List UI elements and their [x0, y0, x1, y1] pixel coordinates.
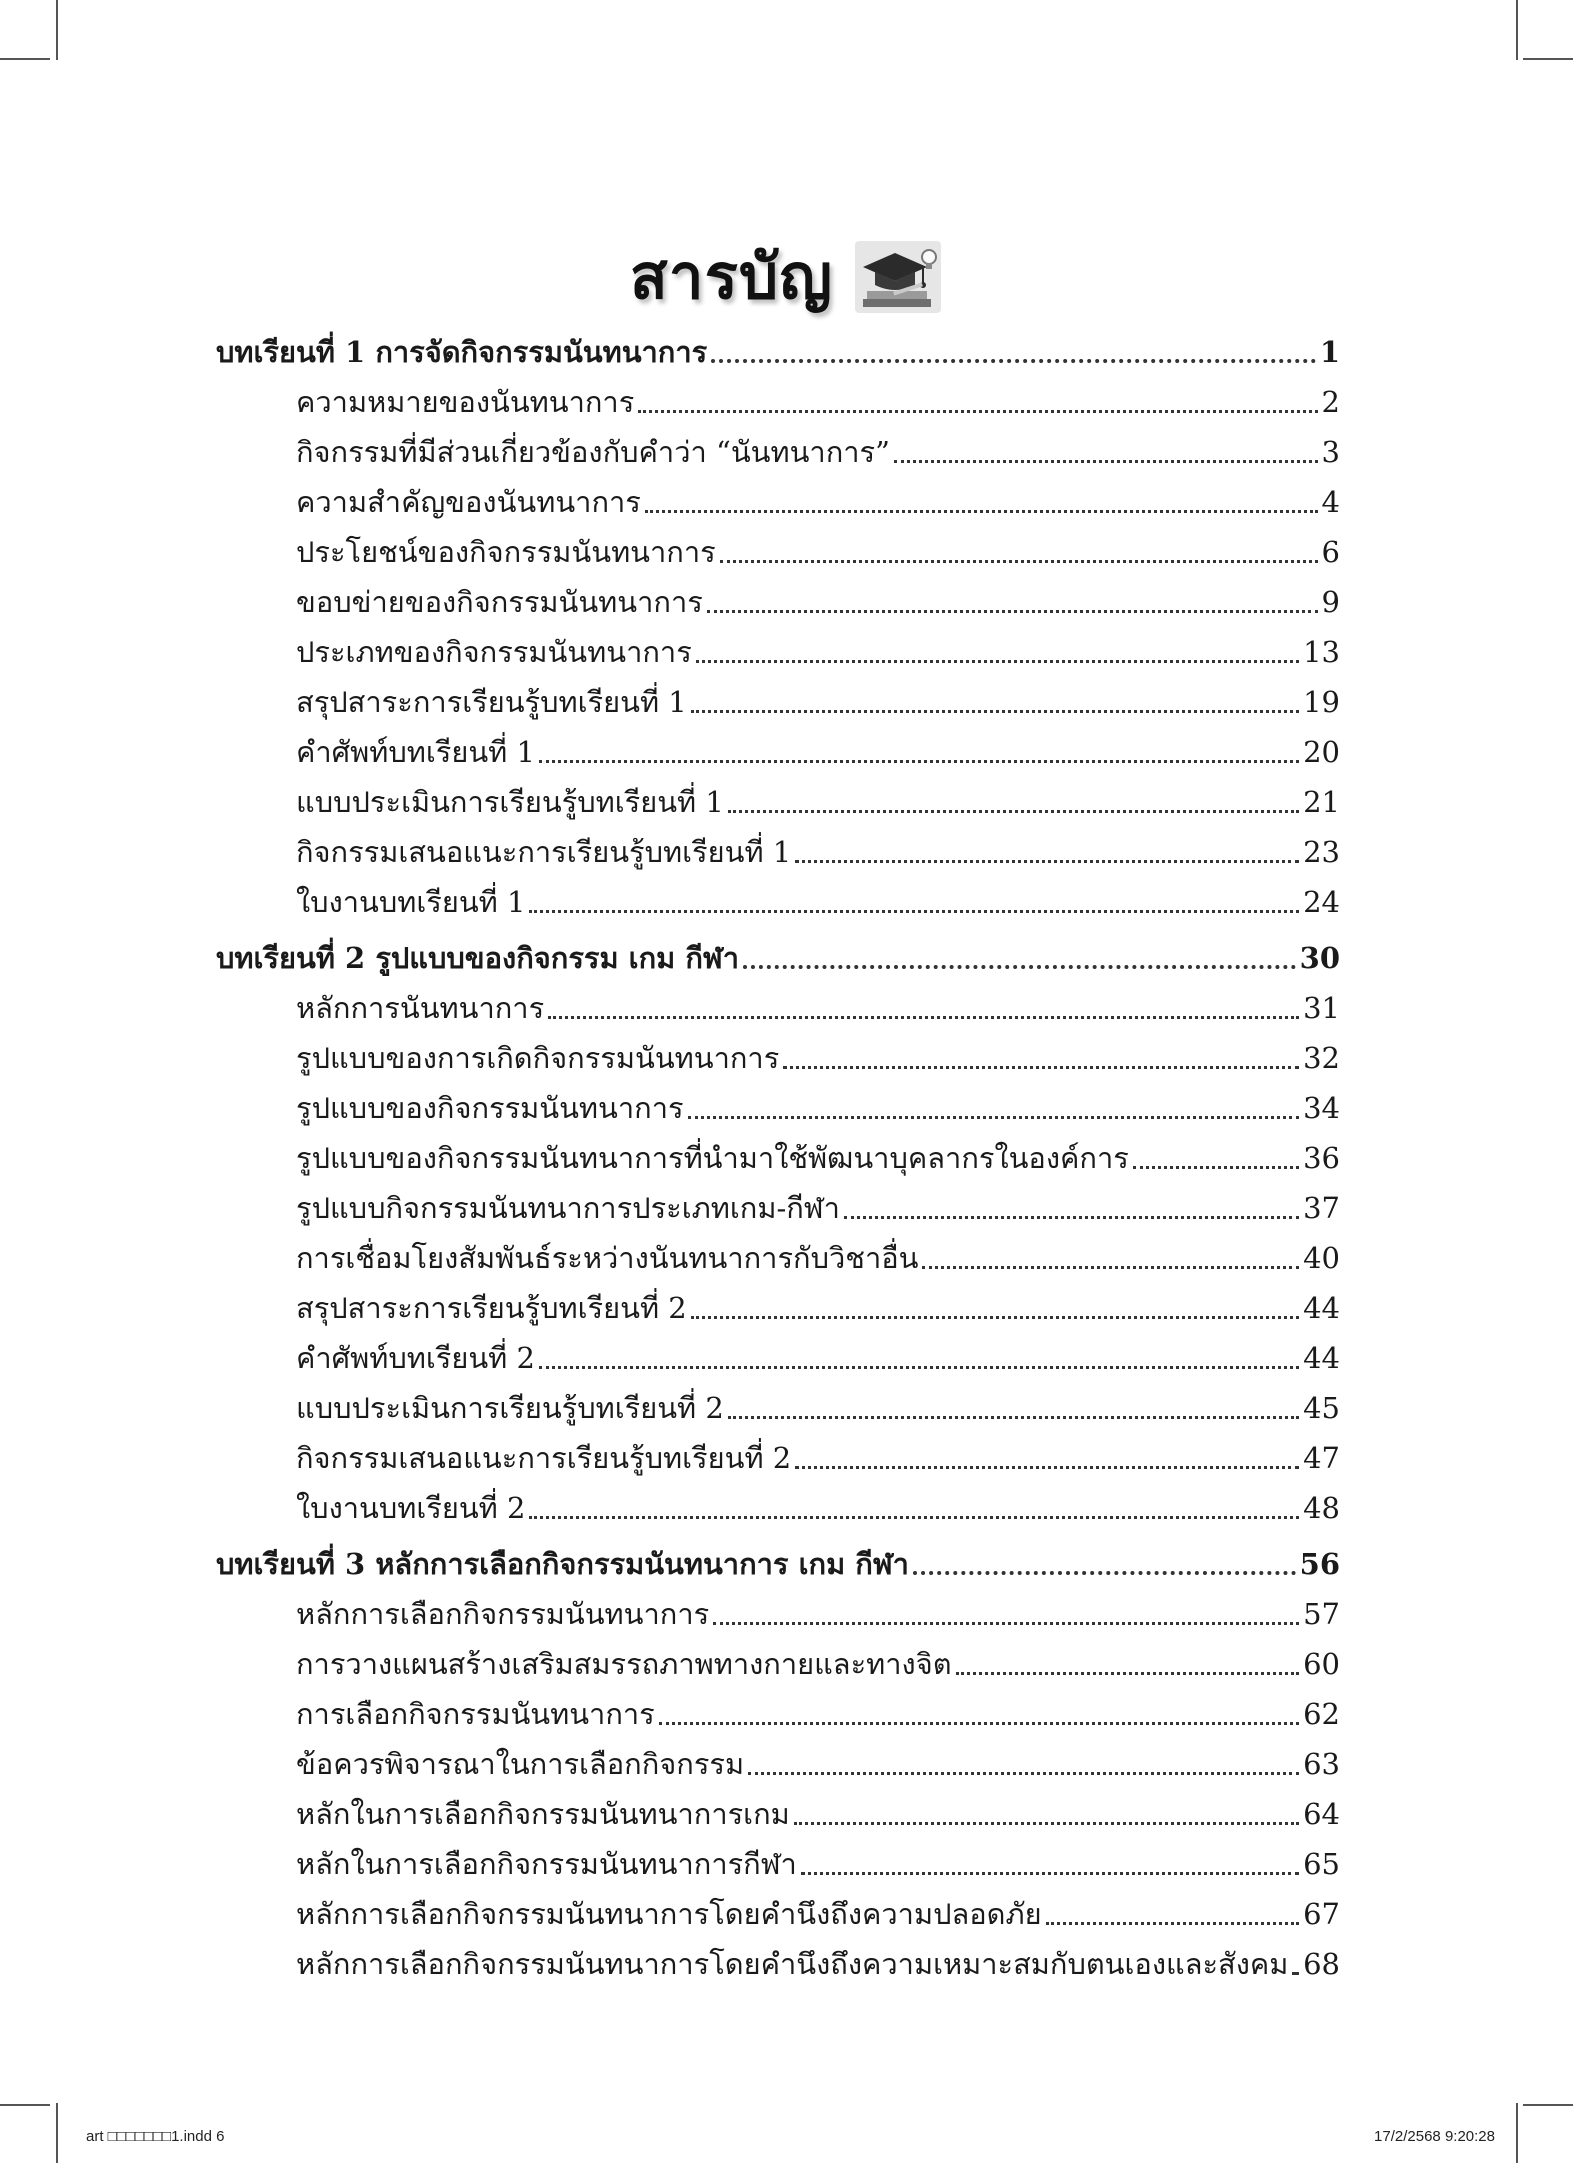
dot-leader [539, 760, 1299, 763]
page-number: 9 [1321, 585, 1340, 619]
toc-entry[interactable] [216, 1684, 1340, 1734]
toc-entry[interactable] [216, 572, 1340, 622]
dot-leader [795, 860, 1299, 863]
toc-entry[interactable] [216, 1178, 1340, 1228]
entry-title: หลักในการเลือกกิจกรรมนันทนาการเกม [296, 1797, 790, 1831]
dot-leader [548, 1016, 1299, 1019]
crop-mark [1523, 58, 1573, 60]
toc-entry[interactable] [216, 1428, 1340, 1478]
toc-entry[interactable] [216, 1028, 1340, 1078]
toc-entry[interactable] [216, 522, 1340, 572]
page-number: 60 [1303, 1647, 1340, 1681]
crop-mark [1516, 2103, 1518, 2163]
page-number: 47 [1303, 1441, 1340, 1475]
dot-leader [696, 660, 1299, 663]
dot-leader [728, 810, 1299, 813]
toc-entry[interactable] [216, 1478, 1340, 1528]
page-number: 24 [1303, 885, 1340, 919]
page-number: 63 [1303, 1747, 1340, 1781]
toc-chapter-2[interactable] [216, 928, 1340, 978]
page-title: สารบัญ [629, 240, 834, 313]
entry-title: หลักการเลือกกิจกรรมนันทนาการโดยคำนึงถึงความปลอดภัย [296, 1897, 1042, 1931]
page-number: 2 [1321, 385, 1340, 419]
entry-title: สรุปสาระการเรียนรู้บทเรียนที่ 2 [296, 1291, 687, 1325]
dot-leader [713, 1622, 1299, 1625]
crop-mark [1523, 2104, 1573, 2106]
toc-entry[interactable] [216, 1128, 1340, 1178]
entry-title: กิจกรรมเสนอแนะการเรียนรู้บทเรียนที่ 1 [296, 835, 792, 869]
page-number: 65 [1303, 1847, 1340, 1881]
toc-entry[interactable] [216, 1584, 1340, 1634]
page-number: 32 [1303, 1041, 1340, 1075]
footer-timestamp: 17/2/2568 9:20:28 [1374, 2128, 1495, 2145]
page-number: 3 [1321, 435, 1340, 469]
crop-mark [0, 58, 50, 60]
entry-title: หลักการเลือกกิจกรรมนันทนาการ [296, 1597, 710, 1631]
toc-chapter-3[interactable] [216, 1534, 1340, 1584]
page-number: 6 [1321, 535, 1340, 569]
page-number: 31 [1303, 991, 1340, 1025]
dot-leader [1046, 1922, 1299, 1925]
chapter-title: บทเรียนที่ 2 รูปแบบของกิจกรรม เกม กีฬา [216, 941, 740, 975]
entry-title: สรุปสาระการเรียนรู้บทเรียนที่ 1 [296, 685, 687, 719]
dot-leader [748, 1772, 1299, 1775]
toc-entry[interactable] [216, 1278, 1340, 1328]
dot-leader [1133, 1166, 1299, 1169]
page-number: 62 [1303, 1697, 1340, 1731]
dot-leader [659, 1722, 1299, 1725]
entry-title: กิจกรรมที่มีส่วนเกี่ยวข้องกับคำว่า “นันทนาการ” [296, 435, 890, 469]
entry-title: กิจกรรมเสนอแนะการเรียนรู้บทเรียนที่ 2 [296, 1441, 792, 1475]
page-number: 44 [1303, 1291, 1340, 1325]
entry-title: ข้อควรพิจารณาในการเลือกกิจกรรม [296, 1747, 745, 1781]
entry-title: ความสำคัญของนันทนาการ [296, 485, 641, 519]
entry-title: หลักในการเลือกกิจกรรมนันทนาการกีฬา [296, 1847, 797, 1881]
entry-title: ความหมายของนันทนาการ [296, 385, 635, 419]
toc-chapter-1[interactable] [216, 322, 1340, 372]
toc-entry[interactable] [216, 1784, 1340, 1834]
entry-title: รูปแบบของการเกิดกิจกรรมนันทนาการ [296, 1041, 780, 1075]
entry-title: รูปแบบของกิจกรรมนันทนาการ [296, 1091, 684, 1125]
toc-entry[interactable] [216, 672, 1340, 722]
entry-title: การเลือกกิจกรรมนันทนาการ [296, 1697, 655, 1731]
page-number: 57 [1303, 1597, 1340, 1631]
toc-entry[interactable] [216, 1328, 1340, 1378]
toc-entry[interactable] [216, 978, 1340, 1028]
toc-entry[interactable] [216, 1934, 1340, 1984]
entry-title: ประเภทของกิจกรรมนันทนาการ [296, 635, 692, 669]
table-of-contents [216, 322, 1340, 1984]
dot-leader [956, 1672, 1300, 1675]
dot-leader [707, 610, 1318, 613]
dot-leader [728, 1416, 1299, 1419]
dot-leader [1292, 1972, 1299, 1975]
page-number: 23 [1303, 835, 1340, 869]
dot-leader [539, 1366, 1299, 1369]
toc-entry[interactable] [216, 1078, 1340, 1128]
entry-title: แบบประเมินการเรียนรู้บทเรียนที่ 1 [296, 785, 724, 819]
crop-mark [56, 2103, 58, 2163]
entry-title: ใบงานบทเรียนที่ 2 [296, 1491, 526, 1525]
entry-title: แบบประเมินการเรียนรู้บทเรียนที่ 2 [296, 1391, 724, 1425]
page-number: 21 [1303, 785, 1340, 819]
page-number: 67 [1303, 1897, 1340, 1931]
dot-leader [691, 710, 1299, 713]
entry-title: รูปแบบกิจกรรมนันทนาการประเภทเกม-กีฬา [296, 1191, 840, 1225]
page-number: 68 [1303, 1947, 1340, 1981]
page-number: 56 [1299, 1547, 1340, 1581]
dot-leader [529, 1516, 1299, 1519]
crop-mark [56, 0, 58, 60]
dot-leader [913, 1571, 1296, 1575]
dot-leader [645, 510, 1318, 513]
title-block [0, 228, 1573, 326]
toc-entry[interactable] [216, 1834, 1340, 1884]
entry-title: หลักการนันทนาการ [296, 991, 545, 1025]
entry-title: คำศัพท์บทเรียนที่ 2 [296, 1341, 535, 1375]
entry-title: หลักการเลือกกิจกรรมนันทนาการโดยคำนึงถึงความเหมาะสมกับตนเองและสังคม [296, 1947, 1289, 1981]
page-number: 37 [1303, 1191, 1340, 1225]
toc-entry[interactable] [216, 772, 1340, 822]
entry-title: ประโยชน์ของกิจกรรมนันทนาการ [296, 535, 716, 569]
entry-title: การเชื่อมโยงสัมพันธ์ระหว่างนันทนาการกับวิชาอื่น [296, 1241, 919, 1275]
entry-title: คำศัพท์บทเรียนที่ 1 [296, 735, 535, 769]
toc-entry[interactable] [216, 372, 1340, 422]
graduation-cap-icon [853, 237, 943, 317]
page-number: 45 [1303, 1391, 1340, 1425]
dot-leader [529, 910, 1299, 913]
page-number: 48 [1303, 1491, 1340, 1525]
toc-entry[interactable] [216, 722, 1340, 772]
dot-leader [801, 1872, 1299, 1875]
dot-leader [894, 460, 1318, 463]
toc-entry[interactable] [216, 1634, 1340, 1684]
dot-leader [794, 1822, 1299, 1825]
footer-file-slug: art □□□□□□□1.indd 6 [86, 2128, 225, 2145]
entry-title: ใบงานบทเรียนที่ 1 [296, 885, 526, 919]
toc-entry[interactable] [216, 872, 1340, 922]
crop-mark [1516, 0, 1518, 60]
dot-leader [783, 1066, 1299, 1069]
crop-mark [0, 2104, 50, 2106]
entry-title: รูปแบบของกิจกรรมนันทนาการที่นำมาใช้พัฒนาบุคลากรในองค์การ [296, 1141, 1129, 1175]
dot-leader [844, 1216, 1299, 1219]
chapter-title: บทเรียนที่ 3 หลักการเลือกกิจกรรมนันทนาการ เกม กีฬา [216, 1547, 909, 1581]
toc-entry[interactable] [216, 822, 1340, 872]
entry-title: ขอบข่ายของกิจกรรมนันทนาการ [296, 585, 703, 619]
dot-leader [743, 965, 1296, 969]
toc-entry[interactable] [216, 622, 1340, 672]
dot-leader [638, 410, 1317, 413]
page-number: 1 [1319, 335, 1340, 369]
entry-title: การวางแผนสร้างเสริมสมรรถภาพทางกายและทางจิต [296, 1647, 952, 1681]
page-number: 34 [1303, 1091, 1340, 1125]
page-number: 44 [1303, 1341, 1340, 1375]
page-number: 19 [1303, 685, 1340, 719]
page-number: 40 [1303, 1241, 1340, 1275]
page-number: 4 [1321, 485, 1340, 519]
page-number: 20 [1303, 735, 1340, 769]
page-number: 13 [1303, 635, 1340, 669]
page-number: 36 [1303, 1141, 1340, 1175]
toc-entry[interactable] [216, 422, 1340, 472]
chapter-title: บทเรียนที่ 1 การจัดกิจกรรมนันทนาการ [216, 335, 708, 369]
page-number: 30 [1299, 941, 1340, 975]
dot-leader [922, 1266, 1299, 1269]
dot-leader [711, 359, 1316, 363]
toc-entry[interactable] [216, 472, 1340, 522]
page-number: 64 [1303, 1797, 1340, 1831]
dot-leader [691, 1316, 1299, 1319]
toc-entry[interactable] [216, 1378, 1340, 1428]
dot-leader [688, 1116, 1300, 1119]
toc-entry[interactable] [216, 1734, 1340, 1784]
dot-leader [795, 1466, 1299, 1469]
toc-entry[interactable] [216, 1228, 1340, 1278]
dot-leader [720, 560, 1318, 563]
toc-entry[interactable] [216, 1884, 1340, 1934]
